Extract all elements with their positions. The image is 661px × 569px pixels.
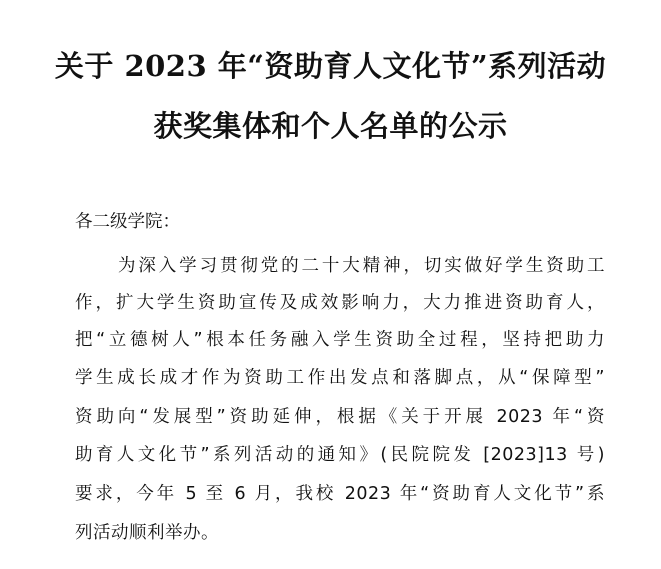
body-line: 为深入学习贯彻党的二十大精神，切实做好学生资助工 — [118, 256, 605, 276]
body-line: 学生成长成才作为资助工作出发点和落脚点，从“保障型” — [75, 368, 605, 388]
body-line: 列活动顺利举办。 — [75, 523, 219, 543]
document-title-line-1: 关于 2023 年“资助育人文化节”系列活动 — [54, 49, 607, 83]
body-line: 把“立德树人”根本任务融入学生资助全过程，坚持把助力 — [75, 330, 605, 350]
salutation: 各二级学院： — [75, 212, 180, 232]
document-title-line-2: 获奖集体和个人名单的公示 — [153, 109, 508, 143]
body-line: 助育人文化节”系列活动的通知》(民院院发 [2023]13 号) — [75, 445, 605, 465]
body-line: 作，扩大学生资助宣传及成效影响力，大力推进资助育人， — [75, 293, 605, 313]
body-line: 要求，今年 5 至 6 月，我校 2023 年“资助育人文化节”系 — [75, 484, 605, 504]
body-line: 资助向“发展型”资助延伸，根据《关于开展 2023 年“资 — [75, 407, 605, 427]
